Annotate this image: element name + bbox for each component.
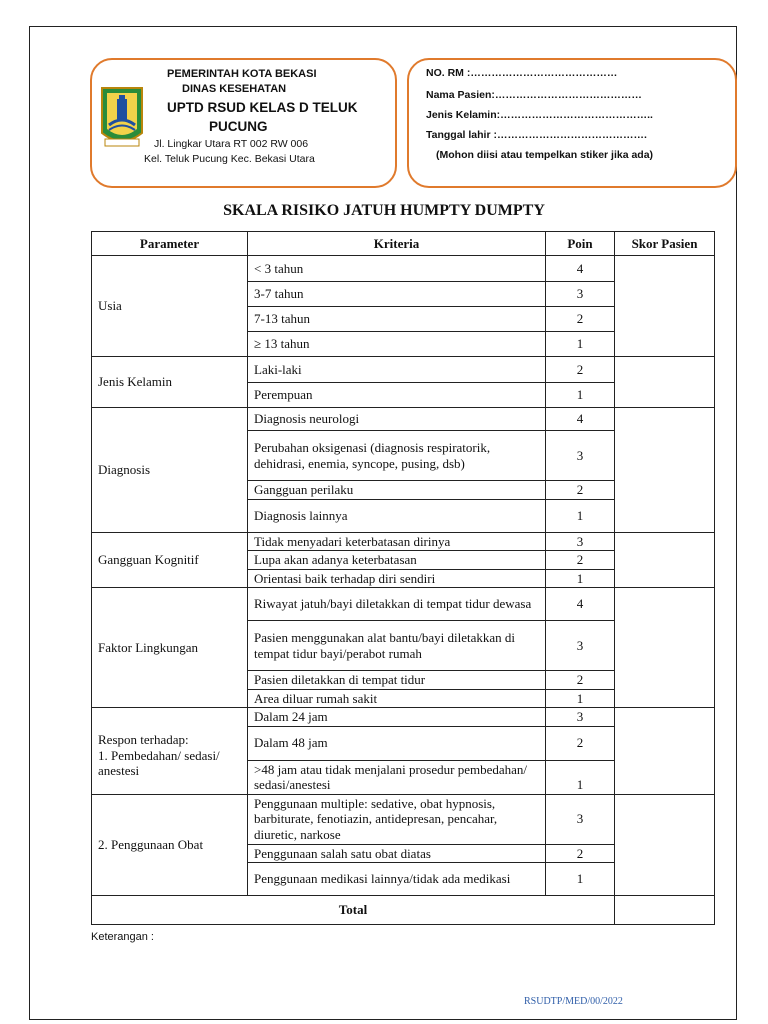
hospital-name-line1: UPTD RSUD KELAS D TELUK	[167, 100, 358, 115]
poin-cell: 1	[546, 499, 615, 532]
table-row	[92, 708, 715, 727]
header-poin: Poin	[546, 232, 615, 256]
poin-cell: 4	[546, 588, 615, 621]
table-row	[92, 532, 715, 551]
poin-cell: 3	[546, 708, 615, 727]
criteria-cell: Perubahan oksigenasi (diagnosis respiratorik, dehidrasi, enemia, syncope, pusing, dsb)	[248, 431, 546, 481]
table-row	[92, 588, 715, 621]
risk-scale-table	[91, 231, 715, 925]
criteria-cell: Gangguan perilaku	[248, 481, 546, 500]
table-row	[92, 408, 715, 431]
poin-cell: 1	[546, 863, 615, 896]
total-label: Total	[92, 896, 615, 925]
poin-cell: 1	[546, 689, 615, 708]
criteria-cell: >48 jam atau tidak menjalani prosedur pembedahan/ sedasi/anestesi	[248, 760, 546, 794]
poin-cell: 2	[546, 844, 615, 863]
criteria-cell: Penggunaan multiple: sedative, obat hypnosis, barbiturate, fenotiazin, antidepresan, pencahar, diuretic, narkose	[248, 794, 546, 844]
medical-record-field[interactable]: NO. RM :……………………………………	[426, 67, 618, 79]
criteria-cell: Pasien menggunakan alat bantu/bayi diletakkan di tempat tidur bayi/perabot rumah	[248, 621, 546, 671]
address-line2: Kel. Teluk Pucung Kec. Bekasi Utara	[144, 153, 315, 165]
criteria-cell: Laki-laki	[248, 357, 546, 383]
poin-cell: 2	[546, 307, 615, 332]
patient-name-field[interactable]: Nama Pasien:……………………………………	[426, 89, 642, 101]
org-name-line2: DINAS KESEHATAN	[182, 83, 287, 95]
criteria-cell: Diagnosis neurologi	[248, 408, 546, 431]
criteria-cell: Riwayat jatuh/bayi diletakkan di tempat tidur dewasa	[248, 588, 546, 621]
poin-cell: 2	[546, 671, 615, 690]
param-penggunaan-obat: 2. Penggunaan Obat	[92, 794, 248, 896]
criteria-cell: Dalam 48 jam	[248, 726, 546, 760]
birth-date-field[interactable]: Tanggal lahir :…………………………………….	[426, 129, 647, 141]
criteria-cell: Pasien diletakkan di tempat tidur	[248, 671, 546, 690]
criteria-cell: ≥ 13 tahun	[248, 332, 546, 357]
header-kriteria: Kriteria	[248, 232, 546, 256]
skor-cell-jenis-kelamin[interactable]	[615, 357, 715, 408]
criteria-cell: 3-7 tahun	[248, 282, 546, 307]
param-pembedahan-label: 1. Pembedahan/ sedasi/ anestesi	[98, 747, 220, 778]
criteria-cell: Perempuan	[248, 383, 546, 408]
criteria-cell: 7-13 tahun	[248, 307, 546, 332]
keterangan-label: Keterangan :	[91, 931, 154, 943]
param-faktor-lingkungan: Faktor Lingkungan	[92, 588, 248, 708]
poin-cell: 2	[546, 726, 615, 760]
skor-cell-usia[interactable]	[615, 256, 715, 357]
poin-cell: 2	[546, 357, 615, 383]
hospital-name-line2: PUCUNG	[209, 119, 268, 134]
param-jenis-kelamin: Jenis Kelamin	[92, 357, 248, 408]
poin-cell: 1	[546, 760, 615, 794]
city-emblem-icon	[99, 85, 145, 151]
poin-cell: 2	[546, 481, 615, 500]
patient-info-box	[407, 58, 737, 188]
document-code: RSUDTP/MED/00/2022	[524, 996, 623, 1007]
poin-cell: 2	[546, 551, 615, 570]
skor-cell-gangguan-kognitif[interactable]	[615, 532, 715, 588]
skor-cell-faktor-lingkungan[interactable]	[615, 588, 715, 708]
poin-cell: 4	[546, 256, 615, 282]
poin-cell: 3	[546, 282, 615, 307]
criteria-cell: Area diluar rumah sakit	[248, 689, 546, 708]
criteria-cell: Penggunaan medikasi lainnya/tidak ada medikasi	[248, 863, 546, 896]
address-line1: Jl. Lingkar Utara RT 002 RW 006	[154, 138, 309, 150]
criteria-cell: Diagnosis lainnya	[248, 499, 546, 532]
param-respon-pembedahan	[92, 708, 248, 795]
criteria-cell: Lupa akan adanya keterbatasan	[248, 551, 546, 570]
poin-cell: 3	[546, 431, 615, 481]
skor-cell-pembedahan[interactable]	[615, 708, 715, 795]
criteria-cell: Tidak menyadari keterbatasan dirinya	[248, 532, 546, 551]
table-header-row	[92, 232, 715, 256]
param-respon-label: Respon terhadap:	[98, 732, 189, 747]
param-diagnosis: Diagnosis	[92, 408, 248, 533]
poin-cell: 1	[546, 383, 615, 408]
header-parameter: Parameter	[92, 232, 248, 256]
param-usia: Usia	[92, 256, 248, 357]
criteria-cell: Orientasi baik terhadap diri sendiri	[248, 569, 546, 588]
org-name-line1: PEMERINTAH KOTA BEKASI	[167, 68, 317, 80]
table-row	[92, 256, 715, 282]
poin-cell: 3	[546, 621, 615, 671]
criteria-cell: Dalam 24 jam	[248, 708, 546, 727]
param-gangguan-kognitif: Gangguan Kognitif	[92, 532, 248, 588]
table-row	[92, 357, 715, 383]
poin-cell: 1	[546, 569, 615, 588]
header-skor-pasien: Skor Pasien	[615, 232, 715, 256]
sticker-note: (Mohon diisi atau tempelkan stiker jika ada)	[436, 149, 654, 161]
criteria-cell: < 3 tahun	[248, 256, 546, 282]
criteria-cell: Penggunaan salah satu obat diatas	[248, 844, 546, 863]
total-skor-cell[interactable]	[615, 896, 715, 925]
hospital-header-box	[90, 58, 397, 188]
poin-cell: 3	[546, 794, 615, 844]
poin-cell: 1	[546, 332, 615, 357]
skor-cell-penggunaan-obat[interactable]	[615, 794, 715, 896]
gender-field[interactable]: Jenis Kelamin:……………………………………..	[426, 109, 653, 121]
total-row	[92, 896, 715, 925]
skor-cell-diagnosis[interactable]	[615, 408, 715, 533]
poin-cell: 4	[546, 408, 615, 431]
table-row	[92, 794, 715, 844]
page-title: SKALA RISIKO JATUH HUMPTY DUMPTY	[223, 202, 545, 219]
poin-cell: 3	[546, 532, 615, 551]
